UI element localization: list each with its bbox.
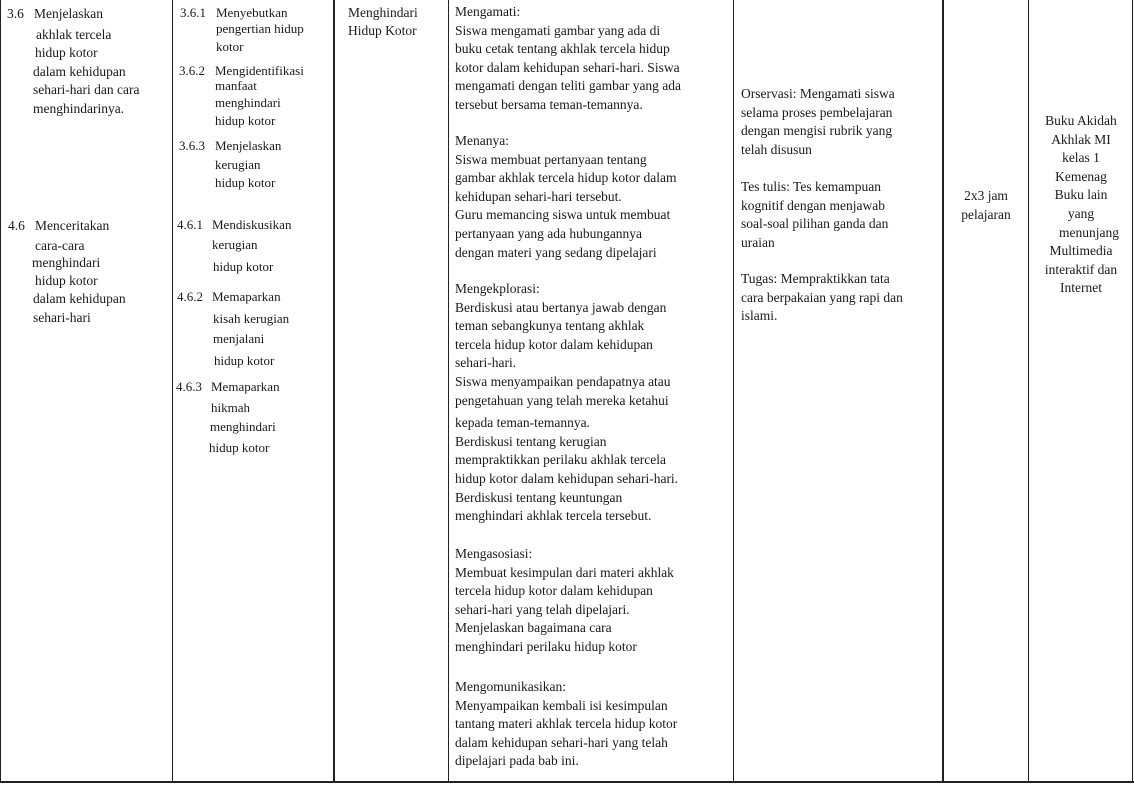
indikator-text-line: menghindari (210, 419, 276, 434)
indikator-number: 3.6.3 (179, 138, 205, 153)
paragraph-line: tercela hidup kotor dalam kehidupan (455, 583, 653, 599)
paragraph-line: menunjang (1059, 224, 1119, 240)
indikator-number: 4.6.1 (177, 217, 203, 232)
indikator-text-line: Menyebutkan (216, 5, 288, 20)
paragraph-line: Berdiskusi tentang keuntungan (455, 489, 623, 505)
section-heading: Mengomunikasikan: (455, 679, 566, 694)
section-heading: Mengamati: (455, 4, 521, 19)
paragraph-line: mengamati dengan teliti gambar yang ada (455, 78, 682, 94)
paragraph-line: interaktif dan (1044, 261, 1118, 277)
column-divider (333, 0, 335, 783)
indikator-text-line: Memaparkan (212, 289, 281, 304)
penilaian-tugas (741, 270, 903, 326)
paragraph-line: cara berpakaian yang rapi dan (741, 289, 903, 305)
paragraph-line: Akhlak MI (1051, 131, 1111, 147)
paragraph-line: pertanyaan yang ada hubungannya (455, 225, 643, 241)
table-border-left (0, 0, 1, 783)
paragraph-line: menghindari perilaku hidup kotor (455, 638, 637, 654)
column-divider (733, 0, 734, 783)
paragraph-line: kelas 1 (1062, 150, 1100, 166)
indikator-text-line: hidup kotor (215, 113, 276, 128)
paragraph-line: selama proses pembelajaran (741, 104, 893, 120)
paragraph-line: uraian (741, 234, 775, 250)
materi-line: Menghindari (348, 5, 418, 20)
paragraph-line: kehidupan sehari-hari tersebut. (455, 188, 622, 204)
paragraph-line: Berdiskusi tentang kerugian (455, 433, 607, 449)
indikator-text-line: manfaat (215, 78, 257, 93)
indikator-text-line: kerugian (212, 237, 258, 252)
table-border-right (1132, 0, 1133, 783)
paragraph-line: 2x3 jam (964, 188, 1008, 203)
paragraph-line: Menjelaskan bagaimana cara (455, 620, 612, 636)
paragraph-line: kotor dalam kehidupan sehari-hari. Siswa (455, 59, 680, 75)
kd-text-line: sehari-hari dan cara (33, 82, 140, 97)
table-border-bottom (0, 781, 1134, 783)
kegiatan-mengamati (455, 3, 681, 115)
kegiatan-mengomunikasikan (455, 678, 677, 771)
paragraph-line: hidup kotor dalam kehidupan sehari-hari. (455, 470, 679, 486)
paragraph-line: yang (1067, 205, 1095, 221)
paragraph-line: dalam kehidupan sehari-hari yang telah (455, 734, 668, 750)
paragraph-line: Tugas: Mempraktikkan tata (741, 271, 890, 286)
kd-number: 4.6 (8, 218, 25, 233)
paragraph-line: teman sebangkunya tentang akhlak (455, 318, 645, 334)
column-divider (448, 0, 449, 783)
indikator-text-line: hikmah (211, 400, 250, 415)
paragraph-line: Berdiskusi atau bertanya jawab dengan (455, 299, 667, 315)
kd-text-line: sehari-hari (33, 310, 91, 325)
paragraph-line: sehari-hari yang telah dipelajari. (455, 601, 630, 617)
indikator-text-line: pengertian hidup (216, 21, 304, 36)
paragraph-line: kepada teman-temannya. (455, 415, 590, 431)
paragraph-line: pelajaran (961, 206, 1011, 222)
column-divider (1028, 0, 1029, 783)
paragraph-line: pengetahuan yang telah mereka ketahui (455, 392, 669, 408)
indikator-text-line: hidup kotor (214, 353, 275, 368)
indikator-text-line: hidup kotor (213, 259, 274, 274)
paragraph-line: Siswa mengamati gambar yang ada di (455, 22, 661, 38)
paragraph-line: dengan materi yang sedang dipelajari (455, 244, 657, 260)
paragraph-line: Orservasi: Mengamati siswa (741, 86, 895, 101)
paragraph-line: Buku Akidah (1045, 113, 1117, 128)
kegiatan-mengeksplorasi (455, 280, 678, 526)
paragraph-line: Buku lain (1054, 187, 1108, 203)
section-heading: Mengasosiasi: (455, 546, 533, 561)
paragraph-line: sehari-hari. (455, 355, 517, 371)
paragraph-line: tantang materi akhlak tercela hidup kotor (455, 716, 678, 732)
indikator-text-line: kisah kerugian (213, 311, 290, 326)
indikator-number: 4.6.2 (177, 289, 203, 304)
paragraph-line: menghindari akhlak tercela tersebut. (455, 508, 652, 524)
indikator-number: 4.6.3 (176, 379, 202, 394)
materi-line: Hidup Kotor (348, 23, 417, 38)
indikator-text-line: Mendiskusikan (212, 217, 292, 232)
paragraph-line: dipelajari pada bab ini. (455, 753, 579, 769)
indikator-text-line: Menjelaskan (215, 138, 282, 153)
penilaian-observasi (741, 85, 895, 159)
paragraph-line: Internet (1060, 280, 1102, 296)
indikator-text-line: kerugian (215, 157, 261, 172)
paragraph-line: Kemenag (1055, 168, 1107, 184)
kd-text-line: hidup kotor (35, 273, 98, 288)
paragraph-line: gambar akhlak tercela hidup kotor dalam (455, 170, 677, 186)
indikator-text-line: menjalani (213, 331, 265, 346)
indikator-text-line: menghindari (215, 95, 281, 110)
paragraph-line: Siswa membuat pertanyaan tentang (455, 151, 647, 167)
paragraph-line: buku cetak tentang akhlak tercela hidup (455, 41, 670, 57)
paragraph-line: soal-soal pilihan ganda dan (741, 216, 889, 232)
kegiatan-mengasosiasi (455, 545, 674, 657)
paragraph-line: Membuat kesimpulan dari materi akhlak (455, 564, 674, 580)
paragraph-line: kognitif dengan menjawab (741, 197, 885, 213)
indikator-number: 3.6.1 (180, 5, 206, 20)
kegiatan-menanya (455, 132, 677, 262)
paragraph-line: Guru memancing siswa untuk membuat (455, 207, 671, 223)
indikator-text-line: kotor (216, 39, 244, 54)
indikator-text-line: hidup kotor (215, 175, 276, 190)
kd-text-line: menghindari (32, 255, 101, 270)
paragraph-line: tercela hidup kotor dalam kehidupan (455, 336, 653, 352)
indikator-number: 3.6.2 (179, 63, 205, 78)
kd-text-line: hidup kotor (35, 45, 98, 60)
kd-text-line: dalam kehidupan (33, 64, 126, 79)
paragraph-line: islami. (741, 308, 778, 324)
paragraph-line: mempraktikkan perilaku akhlak tercela (455, 452, 667, 468)
indikator-text-line: Mengidentifikasi (215, 63, 304, 78)
column-divider (942, 0, 944, 783)
indikator-text-line: Memaparkan (211, 379, 280, 394)
sumber-belajar (1030, 112, 1132, 298)
paragraph-line: dengan mengisi rubrik yang (741, 123, 893, 139)
alokasi-waktu (944, 187, 1028, 224)
column-divider (172, 0, 173, 783)
indikator-text-line: hidup kotor (209, 440, 270, 455)
kd-text-line: menghindarinya. (33, 101, 125, 116)
kd-text-line: dalam kehidupan (33, 291, 126, 306)
penilaian-tes-tulis (741, 178, 888, 252)
section-heading: Mengekplorasi: (455, 281, 540, 296)
kd-text-line: Menceritakan (35, 218, 110, 233)
paragraph-line: Tes tulis: Tes kemampuan (741, 179, 881, 194)
kd-number: 3.6 (7, 6, 24, 21)
paragraph-line: telah disusun (741, 141, 812, 157)
paragraph-line: Siswa menyampaikan pendapatnya atau (455, 373, 671, 389)
kd-text-line: cara-cara (35, 238, 85, 253)
kd-text-line: akhlak tercela (36, 27, 112, 42)
paragraph-line: Menyampaikan kembali isi kesimpulan (455, 697, 668, 713)
section-heading: Menanya: (455, 133, 509, 148)
paragraph-line: Multimedia (1049, 243, 1113, 259)
kd-text-line: Menjelaskan (34, 6, 103, 21)
paragraph-line: tersebut bersama teman-temannya. (455, 96, 643, 112)
